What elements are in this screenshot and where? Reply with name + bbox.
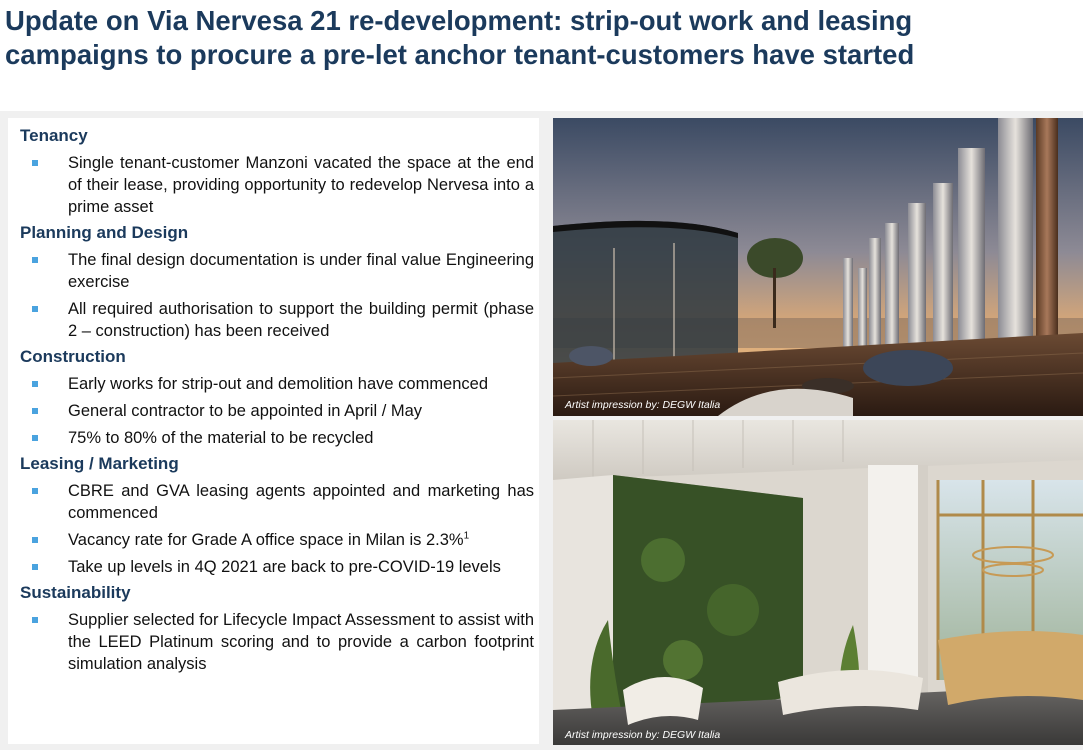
bullet-text: General contractor to be appointed in April / May	[68, 402, 423, 420]
bullet-text: CBRE and GVA leasing agents appointed and marketing has commenced	[68, 482, 534, 522]
bullet-item	[20, 480, 534, 524]
page-title	[5, 4, 1075, 72]
bullet-square-icon	[32, 160, 38, 166]
lobby-rendering-image	[553, 420, 1083, 745]
page-title-line-1: Update on Via Nervesa 21 re-development: strip-out work and leasing	[5, 5, 913, 36]
footnote-marker: 1	[463, 530, 470, 542]
text-panel	[8, 118, 539, 744]
bullet-square-icon	[32, 381, 38, 387]
bullet-text: 75% to 80% of the material to be recycled	[68, 429, 374, 447]
bullet-text: Take up levels in 4Q 2021 are back to pre-COVID-19 levels	[68, 558, 501, 576]
bullet-item	[20, 249, 534, 293]
bullet-square-icon	[32, 257, 38, 263]
bullet-square-icon	[32, 306, 38, 312]
bullet-item	[20, 427, 534, 449]
page-title-line-2: campaigns to procure a pre-let anchor tenant-customers have started	[5, 39, 915, 70]
section-heading-tenancy: Tenancy	[20, 126, 88, 145]
bullet-item	[20, 298, 534, 342]
bullet-square-icon	[32, 488, 38, 494]
section-heading-construction: Construction	[20, 347, 126, 366]
section-heading-planning: Planning and Design	[20, 223, 189, 242]
bullet-square-icon	[32, 537, 38, 543]
section-heading-sustainability: Sustainability	[20, 583, 131, 602]
bullet-text: Early works for strip-out and demolition have commenced	[68, 375, 489, 393]
bullet-item	[20, 152, 534, 218]
bullet-text: All required authorisation to support the building permit (phase 2 – construction) has been received	[68, 300, 534, 340]
bullet-item	[20, 609, 534, 675]
bullet-text: The final design documentation is under final value Engineering exercise	[68, 251, 534, 291]
bullet-square-icon	[32, 408, 38, 414]
bullet-item	[20, 373, 534, 395]
bullet-text: Vacancy rate for Grade A office space in Milan is 2.3%	[68, 531, 464, 549]
section-heading-leasing: Leasing / Marketing	[20, 454, 179, 473]
bullet-text: Supplier selected for Lifecycle Impact Assessment to assist with the LEED Platinum scoring and to provide a carbon footprint simulation analysis	[68, 611, 534, 673]
lobby-caption: Artist impression by: DEGW Italia	[565, 729, 721, 741]
bullet-item	[20, 400, 534, 422]
bullet-item	[20, 529, 534, 551]
bullet-square-icon	[32, 564, 38, 570]
bullet-square-icon	[32, 435, 38, 441]
bullet-text: Single tenant-customer Manzoni vacated the space at the end of their lease, providing opportunity to redevelop Nervesa into a prime asset	[68, 154, 534, 216]
terrace-rendering-image	[553, 118, 1083, 416]
text-content	[20, 125, 534, 675]
bullet-square-icon	[32, 617, 38, 623]
bullet-item	[20, 556, 534, 578]
terrace-caption: Artist impression by: DEGW Italia	[565, 399, 721, 411]
